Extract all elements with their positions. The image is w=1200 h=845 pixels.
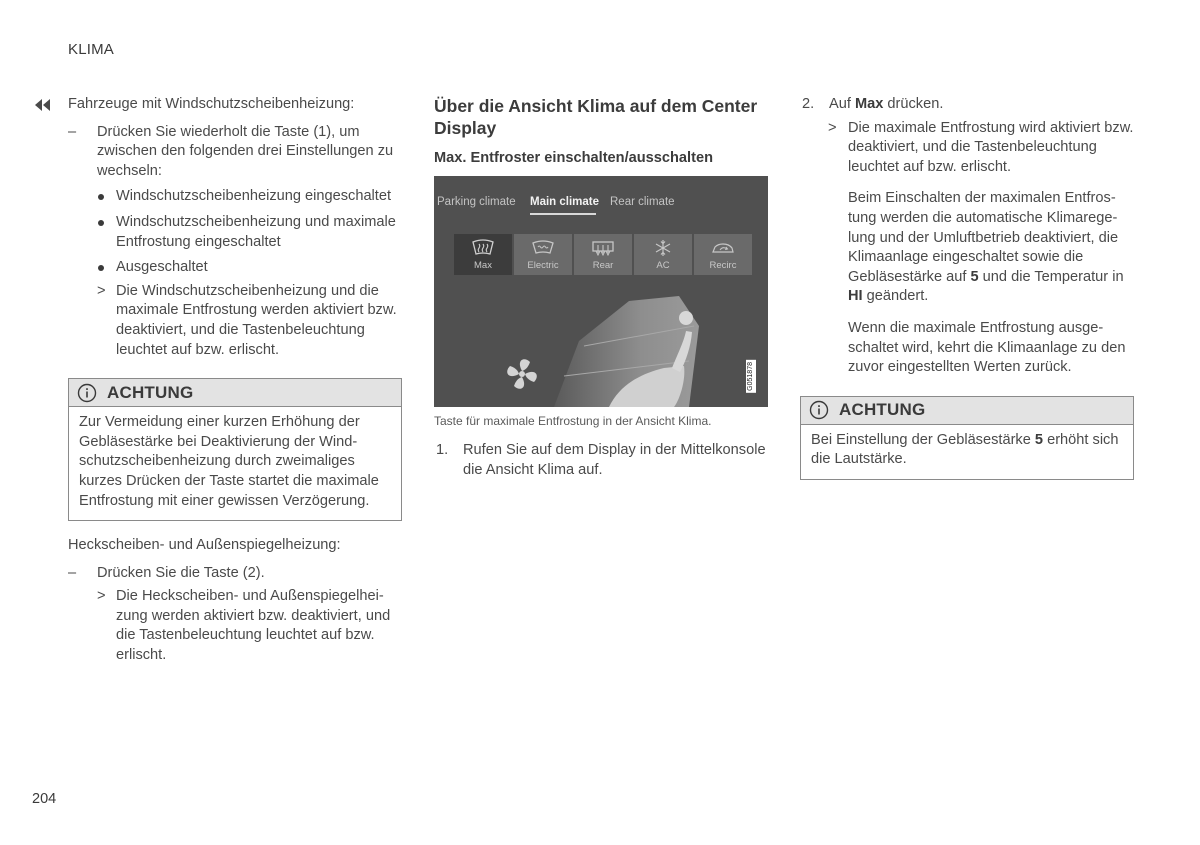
section-title: Über die Ansicht Klima auf dem Center Display: [434, 96, 758, 138]
list-item: [68, 258, 402, 278]
step-number: 1.: [436, 442, 449, 459]
fan-level-value: 5: [970, 268, 979, 285]
list-item: [68, 213, 402, 252]
list-item-text: Windschutzscheibenheizung und maximale Entfrostung eingeschaltet: [116, 213, 396, 250]
paragraph-text: Beim Einschalten der maximalen Entfrostung werden die automatische Klimaregelung und der Umluftbetrieb deaktiviert, die Klimaanlage eingeschaltet sowie die Gebläsestärke auf: [848, 190, 1119, 285]
result-text: Die Windschutzscheibenheizung und die maximale Entfrostung werden aktiviert bzw. deaktiviert, und die Tastenbeleuchtung leuchtet auf bzw. erlischt.: [116, 282, 397, 358]
button-label: Rear: [592, 259, 614, 271]
step-text: [829, 95, 1134, 115]
list-item-text: Ausgeschaltet: [116, 259, 208, 276]
warning-title: ACHTUNG: [839, 400, 926, 420]
step-number: 2.: [802, 96, 815, 112]
list-item: [68, 187, 402, 207]
instruction-step: [68, 564, 402, 584]
warning-text-part: Bei Einstellung der Gebläsestärke: [811, 431, 1035, 448]
tab-rear-climate[interactable]: Rear climate: [610, 195, 675, 208]
result-marker: >: [97, 588, 106, 605]
intro-text-2: Heckscheiben- und Außenspiegelheizung:: [68, 537, 341, 554]
button-label: Recirc: [709, 259, 737, 271]
column-middle: [434, 95, 770, 480]
bullet-icon: [98, 265, 104, 271]
dash-marker: –: [68, 564, 77, 581]
numbered-step: [434, 441, 770, 480]
image-reference-id: G051878: [747, 361, 754, 391]
intro-text: Fahrzeuge mit Windschutzscheibenheizung:: [68, 96, 355, 112]
paragraph-text: geändert.: [862, 288, 929, 305]
warning-title: ACHTUNG: [107, 382, 194, 402]
instruction-step: [68, 123, 402, 182]
list-item-text: Windschutzscheibenheizung eingeschaltet: [116, 188, 392, 205]
instruction-text: Drücken Sie die Taste (2).: [97, 564, 265, 581]
step-text-post: drücken.: [883, 96, 944, 112]
result-item: [68, 587, 402, 665]
bullet-icon: [98, 220, 104, 226]
paragraph-text: und die Temperatur in: [978, 268, 1124, 285]
info-icon: [77, 383, 97, 403]
instruction-text: Drücken Sie wiederholt die Taste (1), um zwischen den folgenden drei Einstellungen zu wechseln:: [97, 123, 394, 179]
result-marker: >: [828, 119, 837, 136]
warning-box: [68, 378, 402, 521]
image-caption: Taste für maximale Entfrostung in der Ansicht Klima.: [434, 413, 712, 428]
step-text-pre: Auf: [829, 96, 855, 112]
result-item: [68, 282, 402, 360]
continuation-arrows-icon: [34, 99, 52, 111]
result-item: [828, 119, 1134, 178]
warning-header: [801, 397, 1133, 425]
column-right: [800, 95, 1134, 480]
recirc-button[interactable]: [694, 234, 752, 275]
max-defrost-button[interactable]: [454, 234, 512, 275]
button-label: Electric: [527, 259, 559, 271]
ac-button[interactable]: [634, 234, 692, 275]
tab-main-climate[interactable]: Main climate: [530, 195, 600, 208]
rear-defrost-button[interactable]: [574, 234, 632, 275]
warning-header: [69, 379, 401, 407]
info-paragraph: Wenn die maximale Entfrostung ausgeschaltet wird, kehrt die Klimaanlage zu den zuvor eingestellten Werten zurück.: [848, 319, 1126, 376]
info-icon: [809, 400, 829, 420]
result-marker: >: [97, 282, 106, 299]
max-keyword: Max: [854, 96, 884, 112]
warning-text: Zur Vermeidung einer kurzen Erhöhung der Gebläsestärke bei Deaktivierung der Windschutzscheibenheizung durch zweimaliges kurzes Drücken der Taste startet die maximale Entfrostung mit einer gewissen Verzögerung.: [79, 414, 379, 509]
climate-screen-image: [434, 176, 768, 407]
step-text: Rufen Sie auf dem Display in der Mittelkonsole die Ansicht Klima auf.: [463, 442, 766, 478]
snowflake-icon: [651, 239, 675, 257]
column-left: [68, 95, 402, 666]
button-label: AC: [656, 259, 670, 271]
dash-marker: –: [68, 123, 77, 140]
warning-text-part: erhöht sich die Lautstärke.: [811, 431, 1119, 468]
result-text: Die Heckscheiben- und Außenspiegelheizung werden aktiviert bzw. deaktiviert, und die Tastenbeleuchtung leuchtet auf bzw. erlischt.: [116, 588, 391, 664]
bullet-icon: [98, 194, 104, 200]
page-header: KLIMA: [68, 41, 115, 58]
electric-windshield-icon: [531, 239, 555, 257]
recirculation-icon: [711, 239, 735, 257]
result-text: Die maximale Entfrostung wird aktiviert bzw. deaktiviert, und die Tastenbeleuchtung leuchtet auf bzw. erlischt.: [848, 119, 1134, 175]
rear-defrost-icon: [591, 239, 615, 257]
active-tab-indicator: [530, 213, 596, 215]
warning-text: [801, 425, 1133, 479]
electric-defrost-button[interactable]: [514, 234, 572, 275]
windshield-defrost-icon: [471, 239, 495, 257]
climate-tab-bar: [434, 193, 768, 217]
info-paragraph: [828, 189, 1134, 307]
numbered-step: [800, 95, 1134, 115]
button-label: Max: [474, 259, 492, 271]
tab-parking-climate[interactable]: Parking climate: [437, 195, 516, 208]
warning-box: [800, 396, 1134, 480]
subsection-title: Max. Entfroster einschalten/ausschalten: [434, 150, 713, 166]
intro-row: [68, 95, 402, 115]
fan-level-value: 5: [1034, 431, 1044, 448]
page-number: 204: [32, 791, 57, 807]
temperature-value: HI: [848, 288, 863, 305]
